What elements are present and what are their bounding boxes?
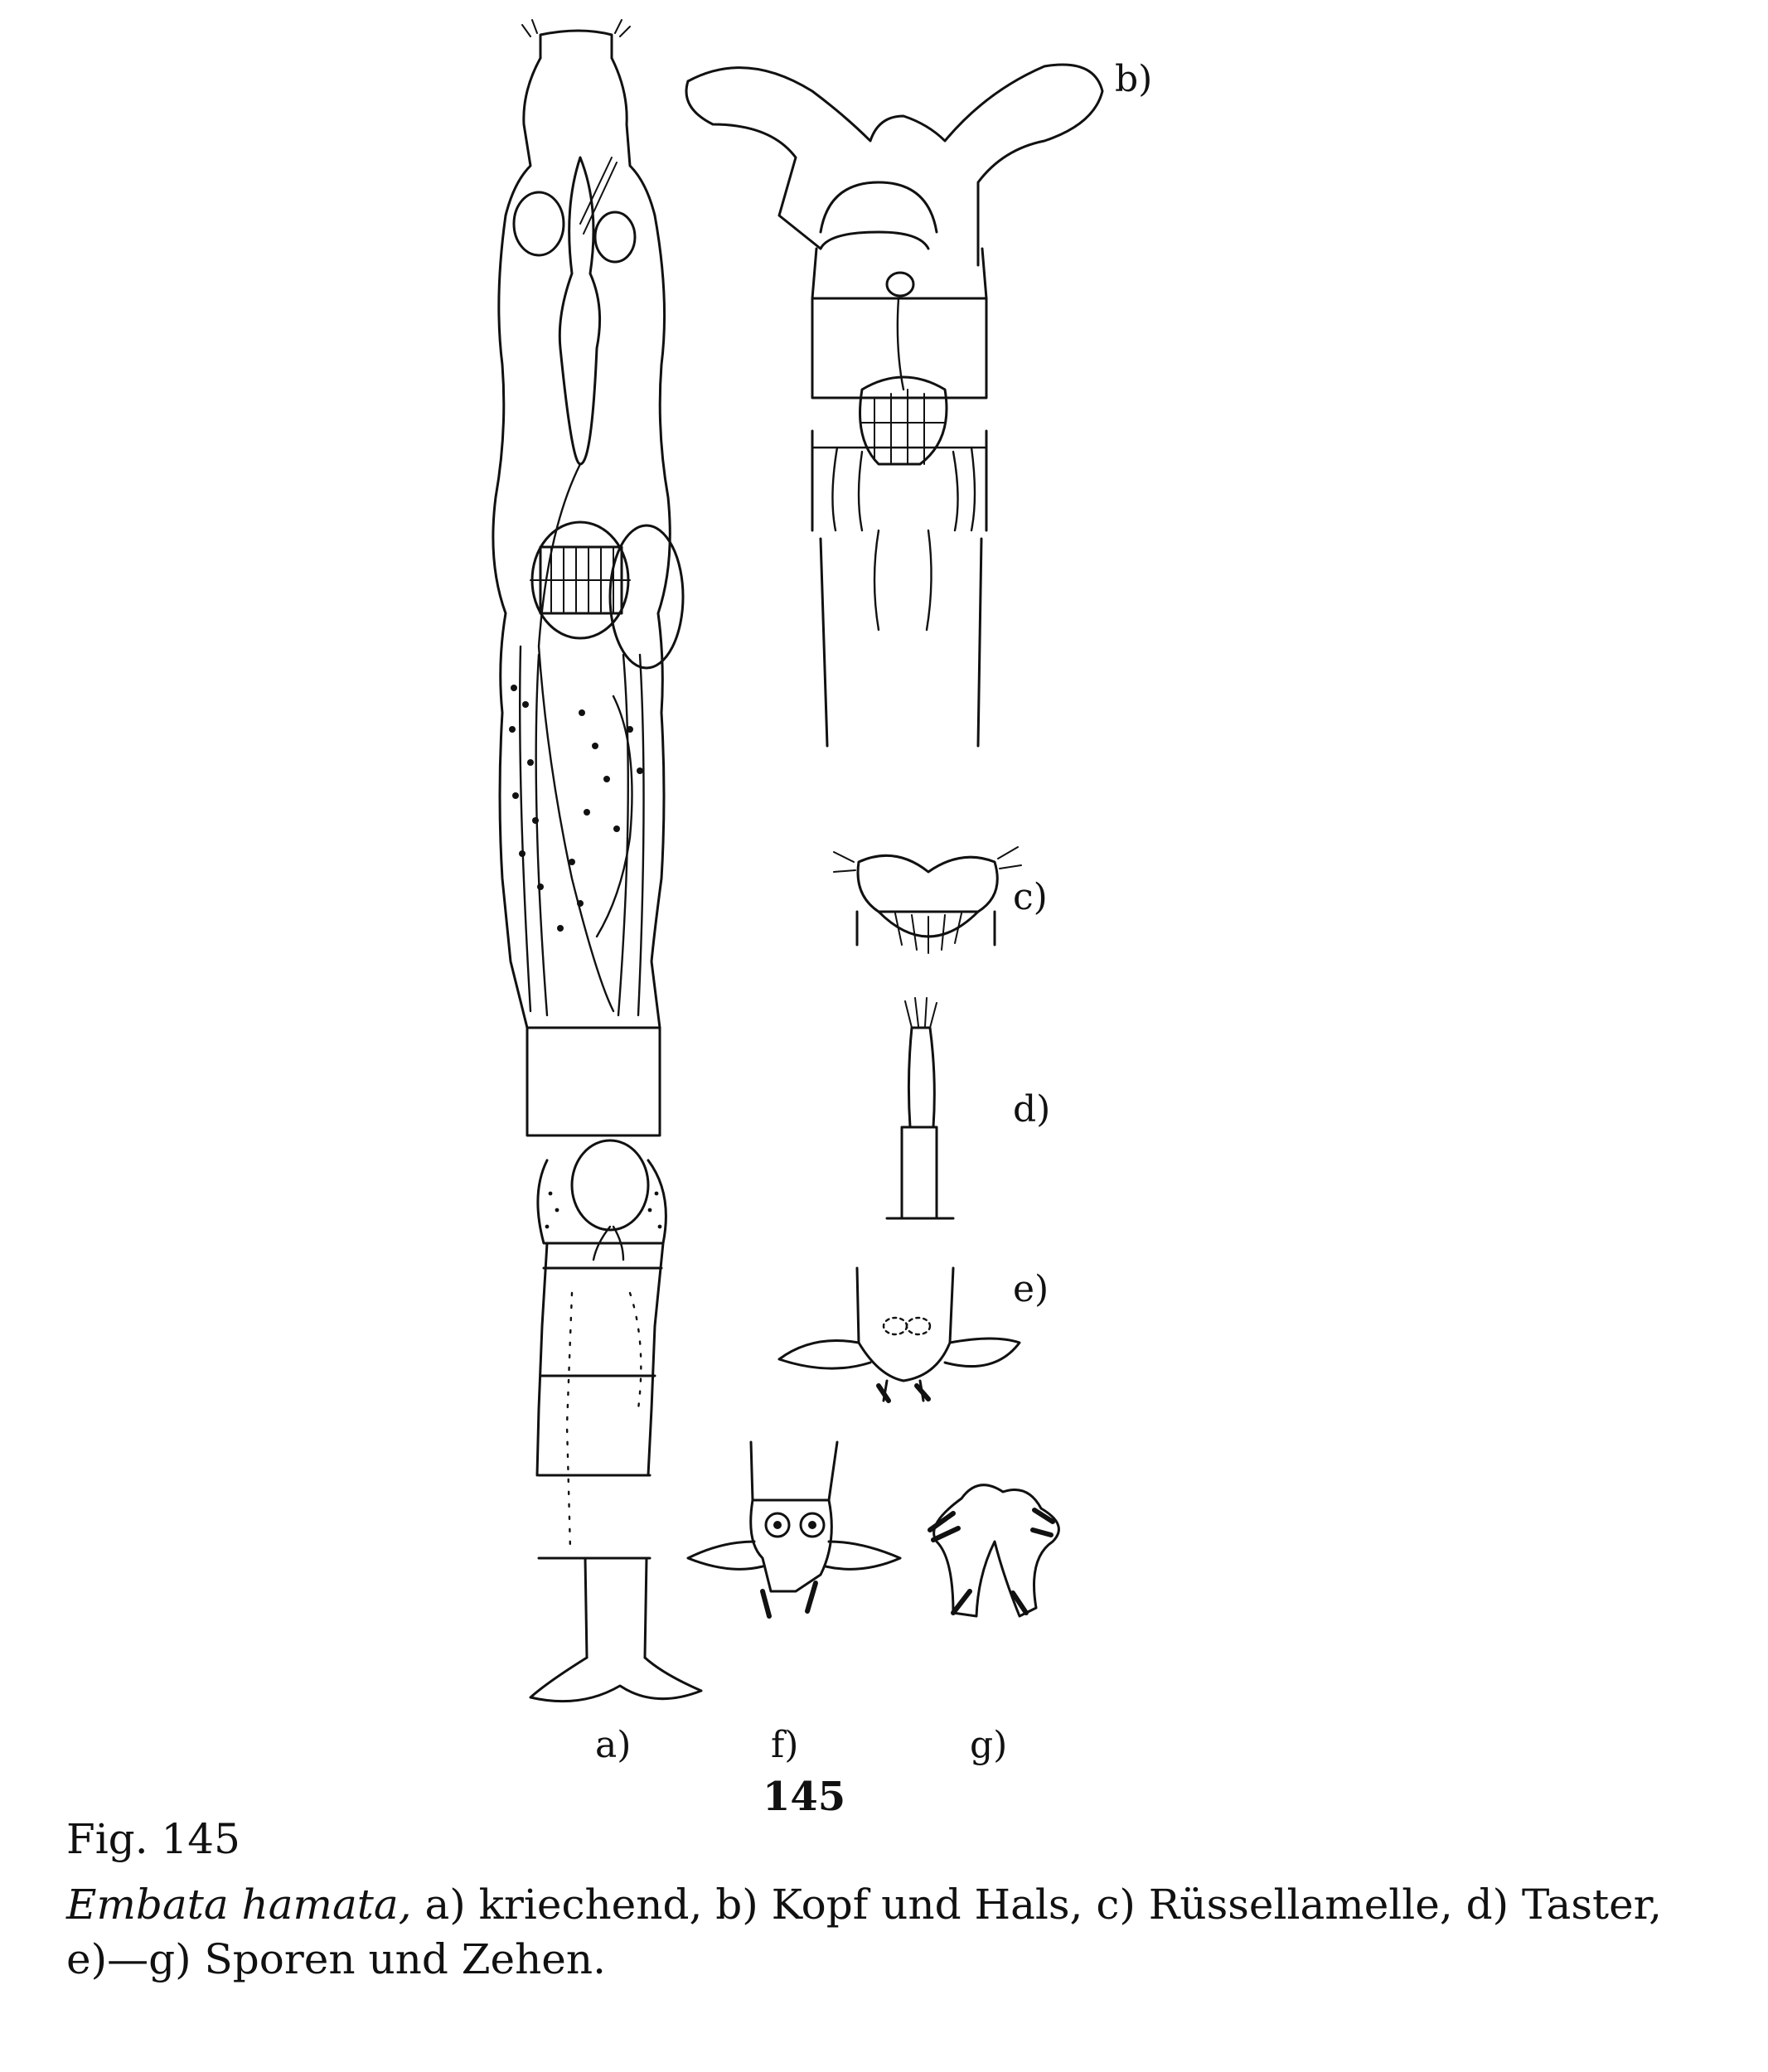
panel-label-e: e) bbox=[1013, 1268, 1049, 1310]
caption-line-2: e)—g) Sporen und Zehen. bbox=[66, 1935, 606, 1983]
panel-b-head-neck-drawing bbox=[686, 65, 1102, 746]
panel-f-spurs-toes-drawing bbox=[688, 1442, 900, 1616]
panel-d-palp-drawing bbox=[887, 998, 953, 1218]
figure-caption bbox=[66, 1877, 1732, 1987]
panel-label-g: g) bbox=[970, 1724, 1008, 1766]
figure-title: Fig. 145 bbox=[66, 1815, 240, 1863]
panel-label-d: d) bbox=[1013, 1088, 1051, 1130]
panel-label-a: a) bbox=[595, 1724, 632, 1766]
plate-number: 145 bbox=[763, 1774, 846, 1820]
panel-a-crawling-body-drawing bbox=[493, 20, 701, 1702]
caption-species-name: Embata hamata, bbox=[66, 1881, 412, 1929]
panel-label-f: f) bbox=[771, 1724, 799, 1766]
panel-g-spurs-toes-drawing bbox=[930, 1485, 1058, 1616]
panel-label-b: b) bbox=[1115, 58, 1153, 100]
caption-line-1: a) kriechend, b) Kopf und Hals, c) Rüssellamelle, d) Taster, bbox=[424, 1881, 1662, 1929]
panel-e-spurs-toes-drawing bbox=[779, 1268, 1020, 1401]
panel-c-rostral-lamella-drawing bbox=[834, 847, 1021, 953]
panel-label-c: c) bbox=[1013, 876, 1048, 918]
